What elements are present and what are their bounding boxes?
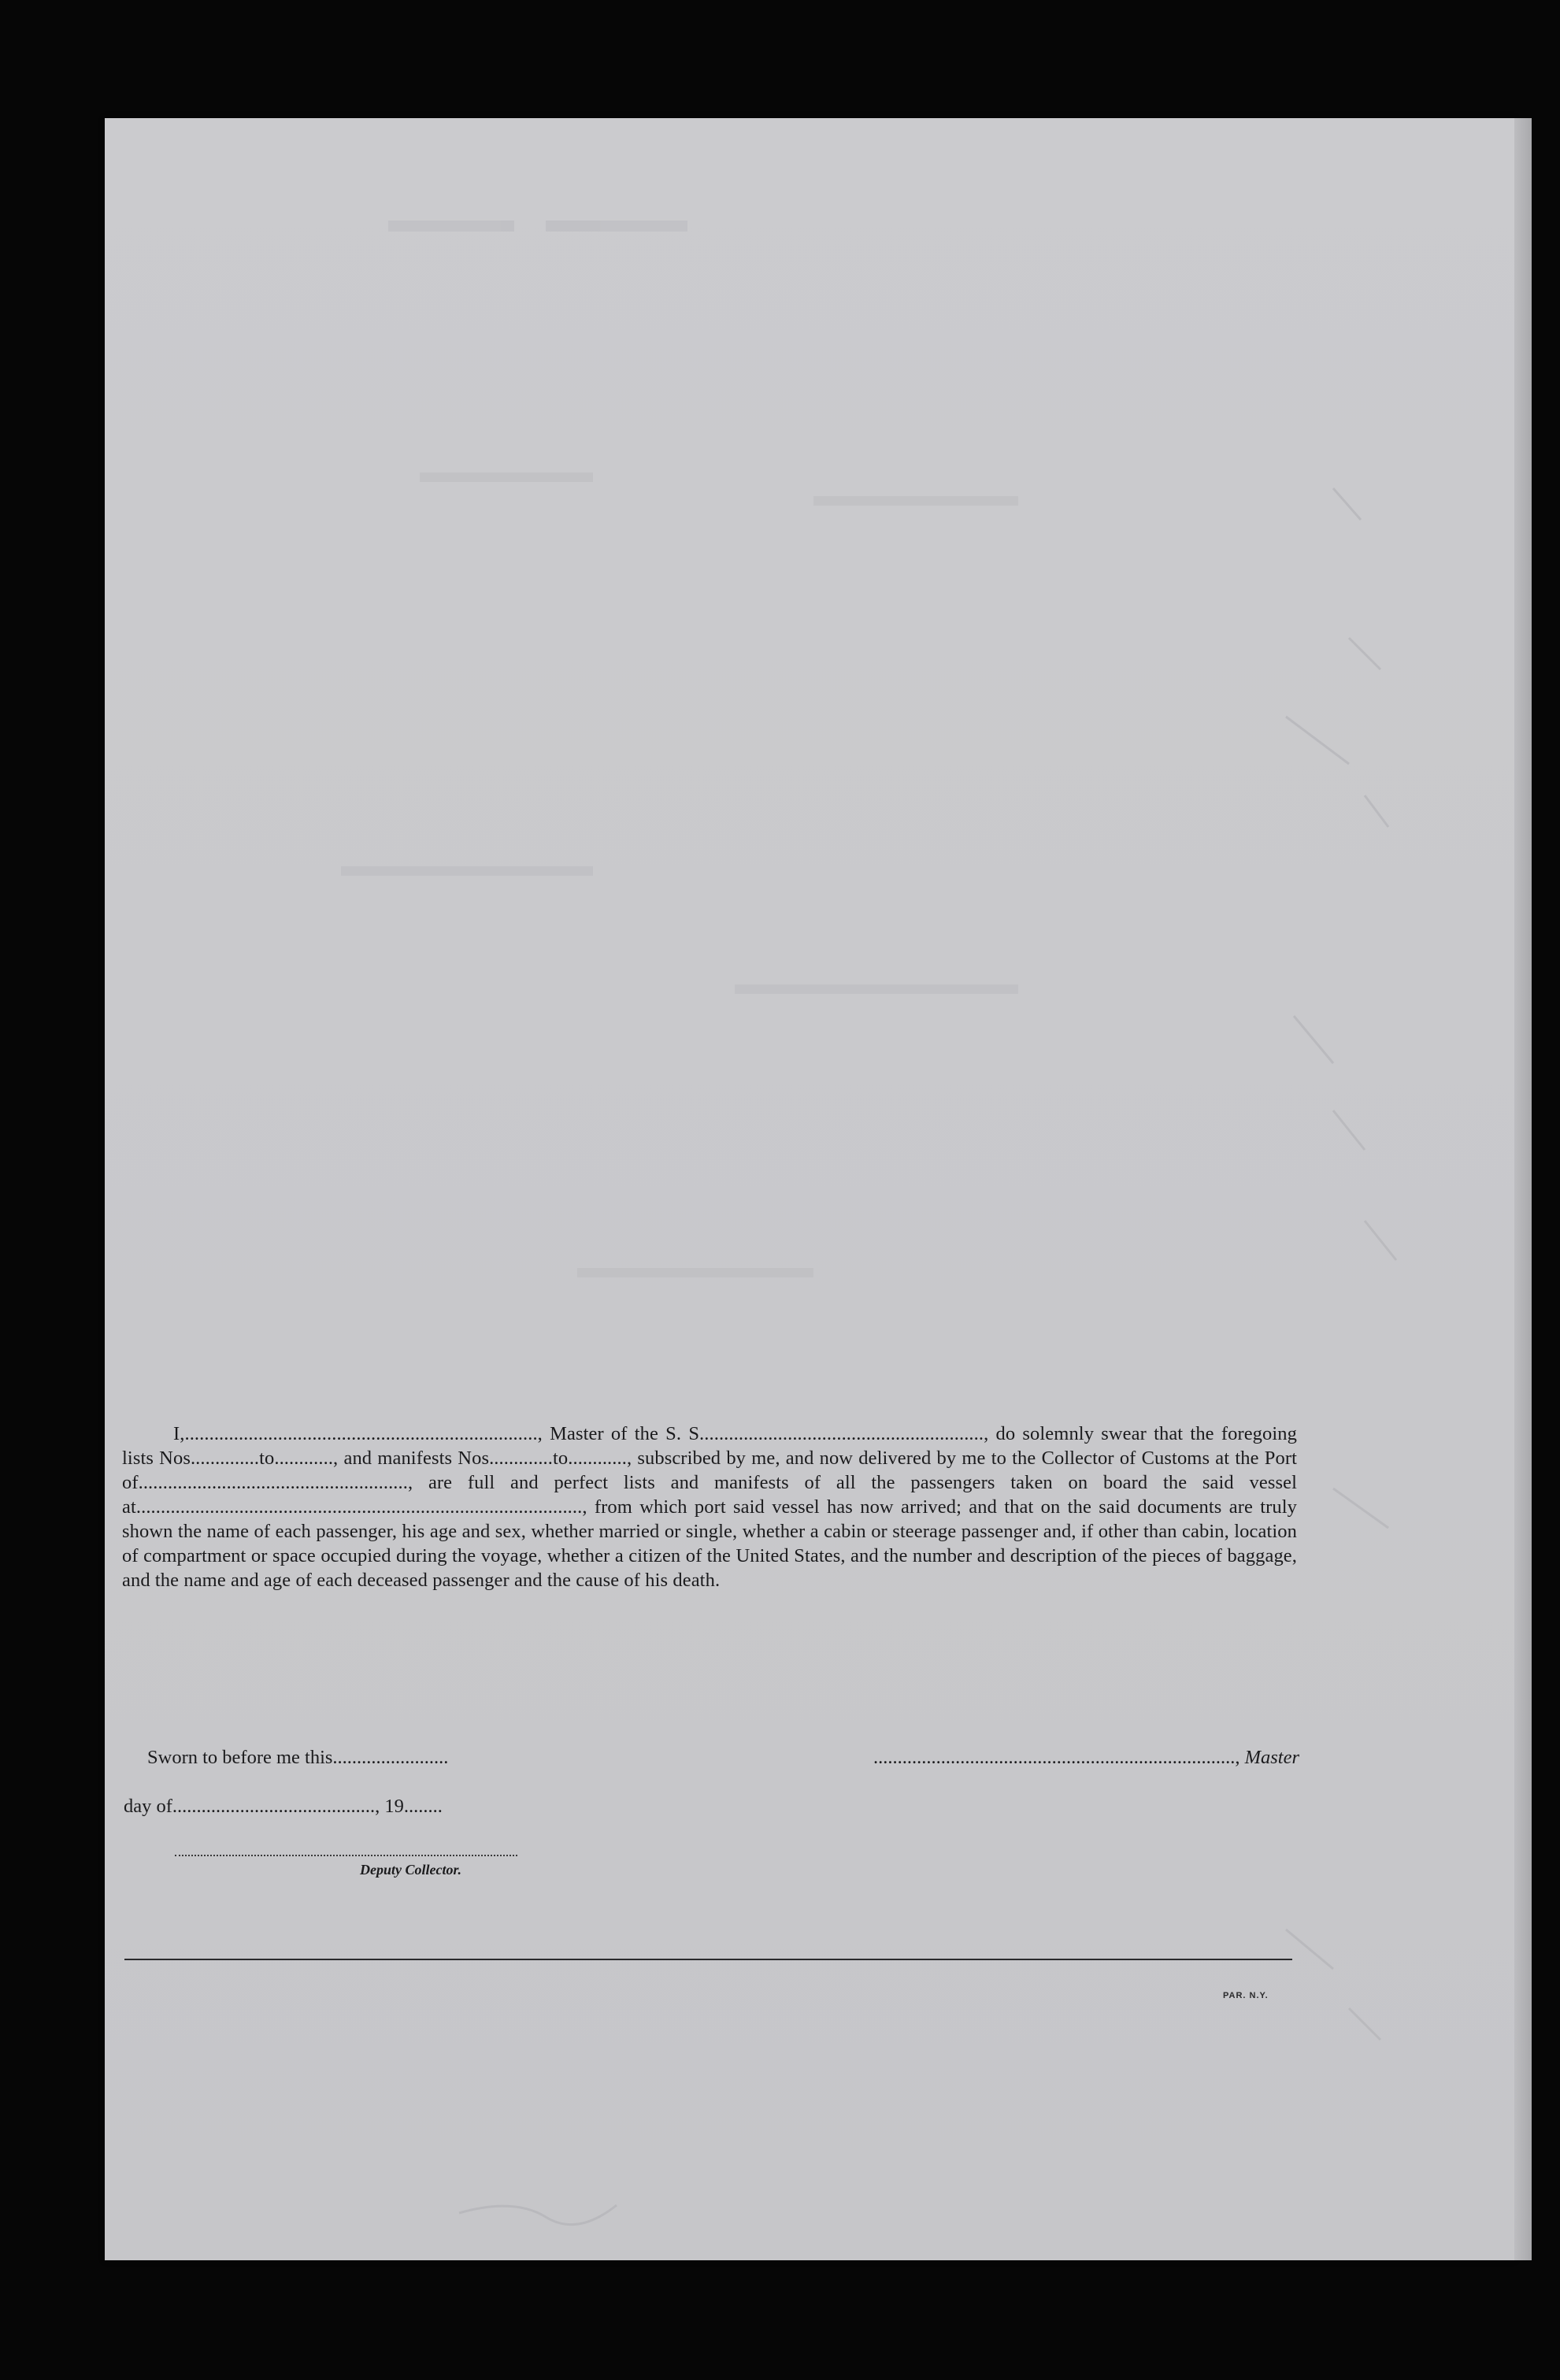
bleed-through-marks: [105, 118, 1514, 2260]
deputy-collector-label: Deputy Collector.: [360, 1862, 461, 1878]
page-edge: [1514, 118, 1532, 2260]
master-dots: ...........................................................................,: [873, 1747, 1240, 1768]
sworn-before-line: Sworn to before me this........................: [147, 1747, 449, 1768]
day-of-line: day of.........................................., 19........: [124, 1796, 443, 1817]
deputy-signature-line: [175, 1855, 517, 1856]
bottom-rule: [124, 1959, 1292, 1960]
master-label: Master: [1244, 1747, 1299, 1768]
master-signature-line: [815, 1747, 1299, 1769]
printer-mark: PAR. N.Y.: [1223, 1991, 1269, 2000]
document-page: [105, 118, 1514, 2260]
oath-text: I,........................................................................, Master of the S. S.........................................................., do solemnly swear that the foregoing lists Nos..............to............, and manifests Nos.............to............, subscribed by me, and now delivered by me to the Collector of Customs at the Port of......................................................., are full and perfect lists and manifests of all the passengers taken on board the said vessel at..........................................................................................., from which port said vessel has now arrived; and that on the said documents are truly shown the name of each passenger, his age and sex, whether married or single, whether a cabin or steerage passenger and, if other than cabin, location of compartment or space occupied during the voyage, whether a citizen of the United States, and the number and description of the pieces of baggage, and the name and age of each deceased passenger and the cause of his death.: [122, 1423, 1297, 1591]
oath-paragraph: [122, 1422, 1297, 1592]
